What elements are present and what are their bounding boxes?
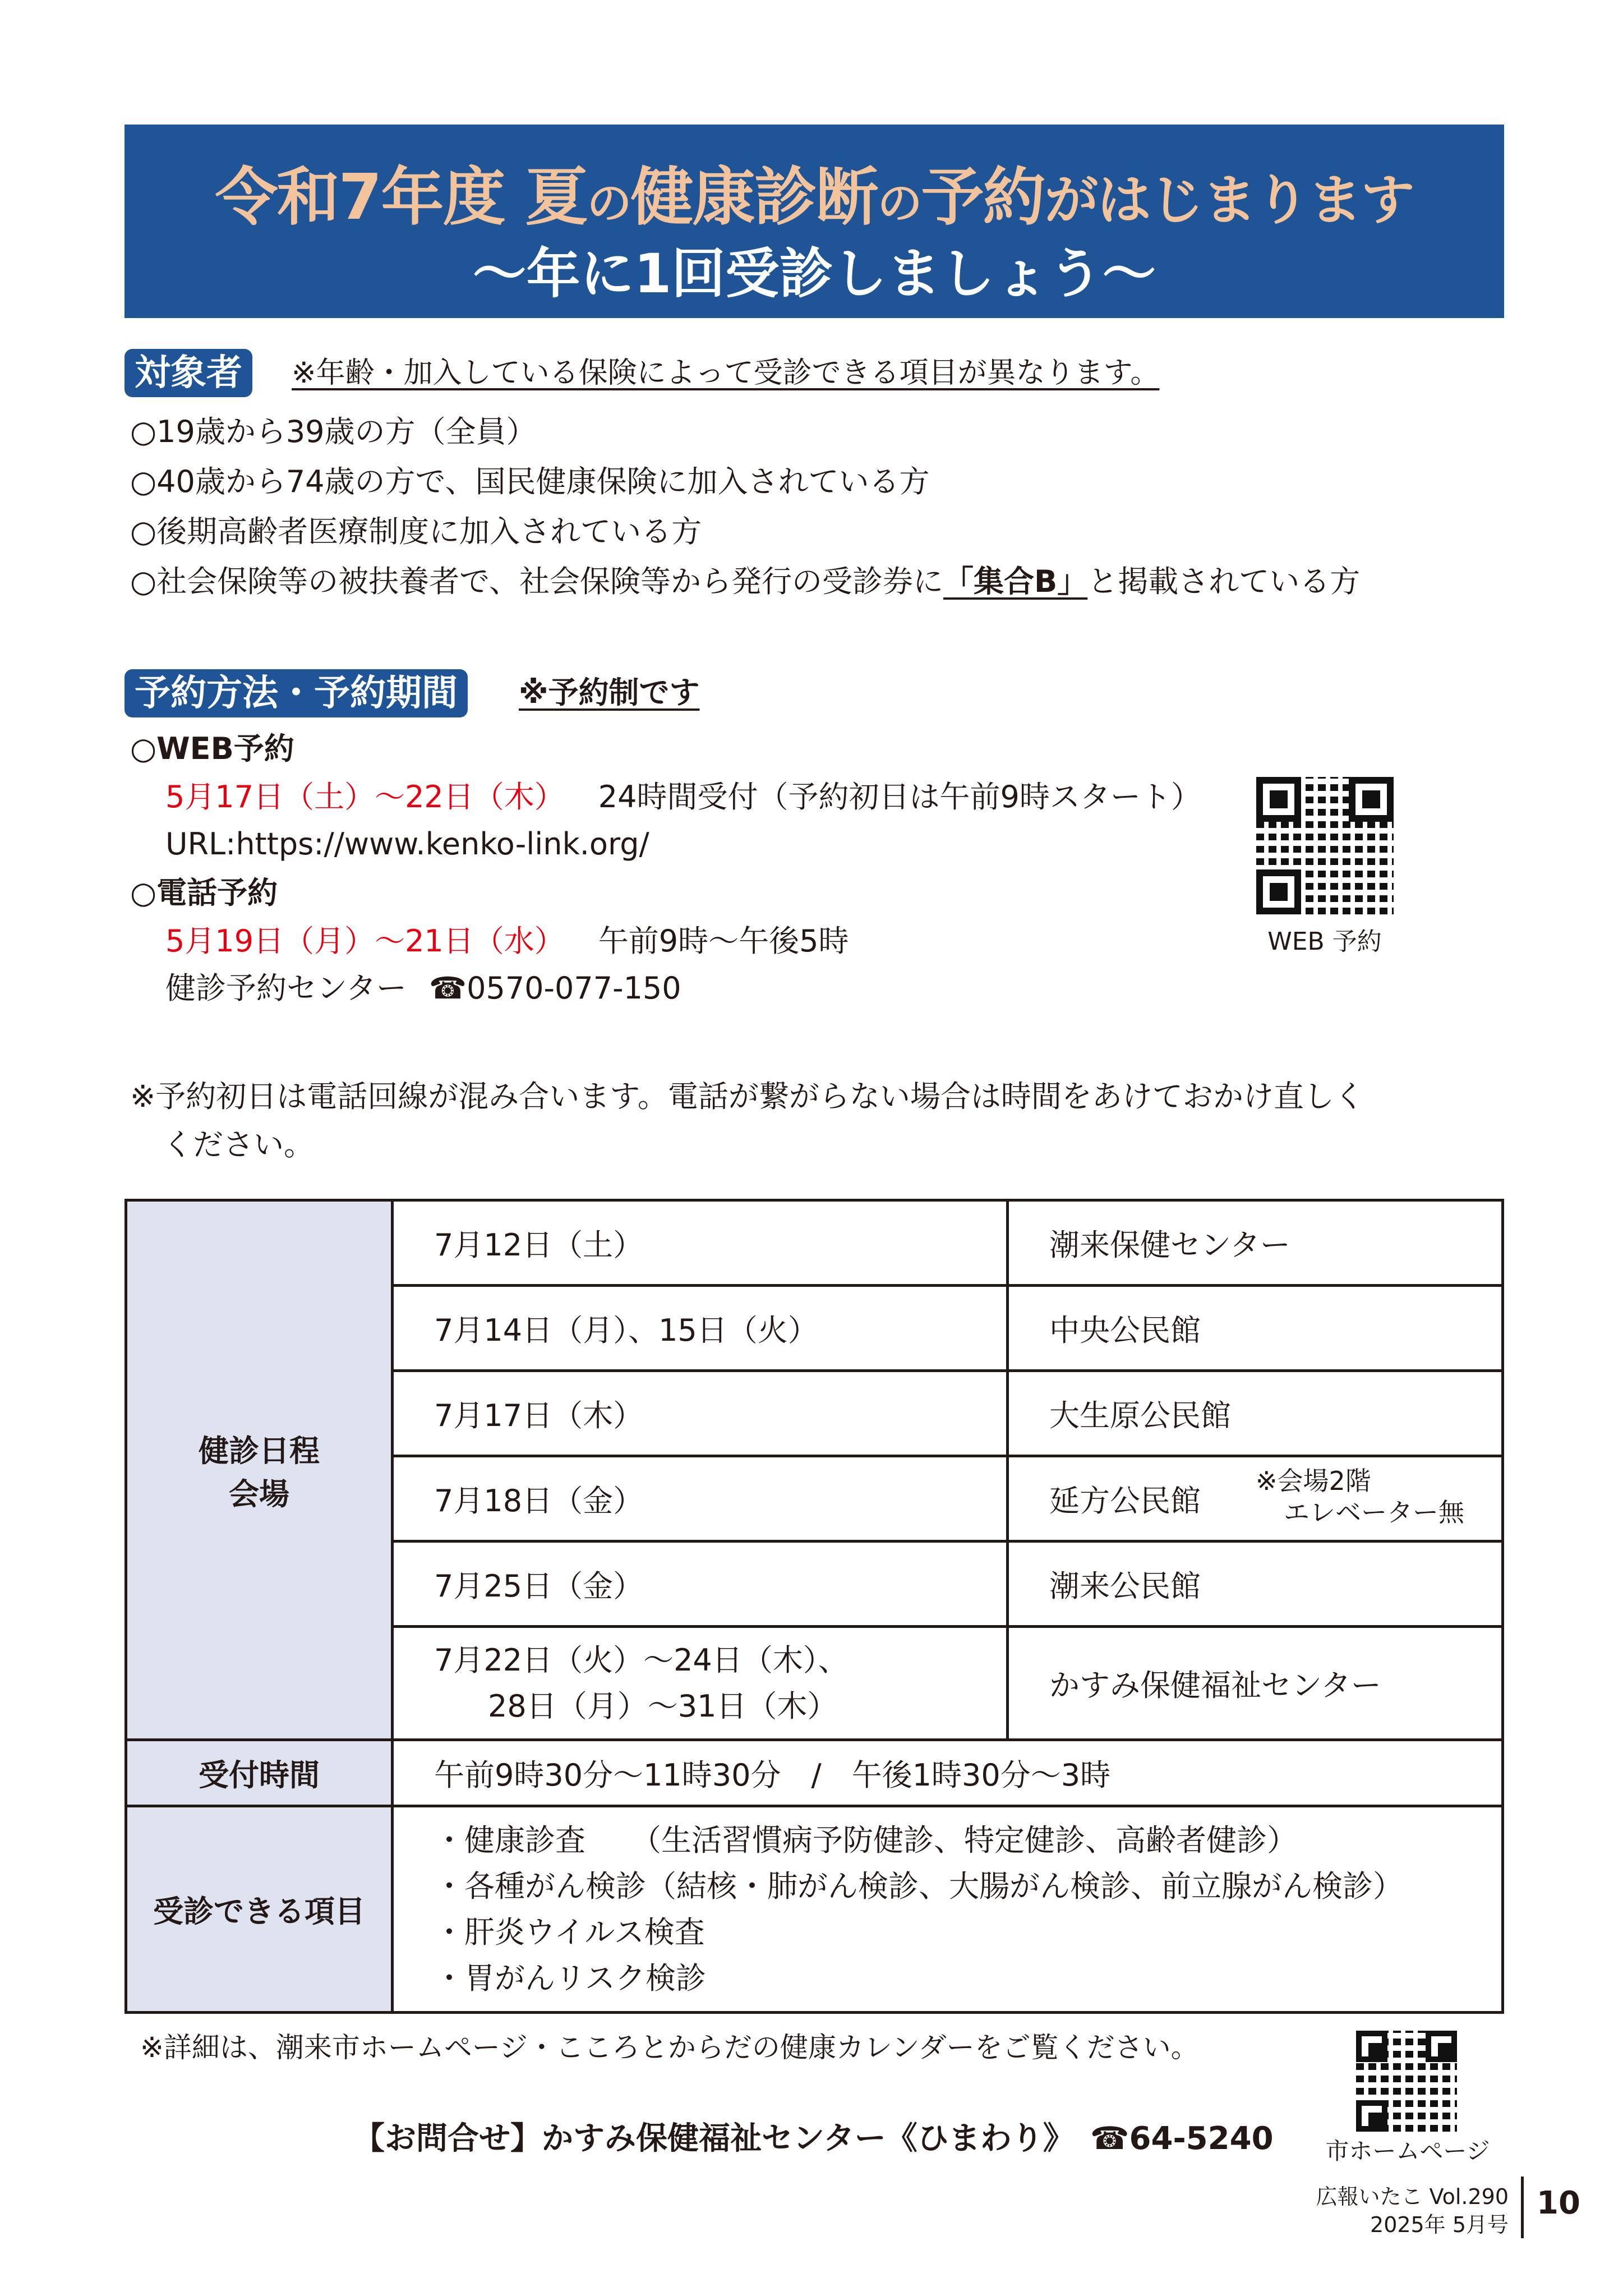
city-qr-caption: 市ホームページ <box>1325 2137 1490 2165</box>
reservation-badge: 予約方法・予約期間 <box>125 669 468 717</box>
schedule-venue: 大生原公民館 <box>1008 1371 1503 1456</box>
schedule-venue: 延方公民館 <box>1049 1483 1201 1519</box>
list-item: ・胃がんリスク検診 <box>434 1960 706 1996</box>
footer-divider <box>1521 2177 1524 2238</box>
list-item: ・各種がん検診（結核・肺がん検診、大腸がん検診、前立腺がん検診） <box>434 1868 1403 1904</box>
page-title: 令和7年度 夏の健康診断の予約がはじまります <box>215 161 1414 234</box>
venue-note-line2: エレベーター無 <box>1284 1497 1464 1527</box>
schedule-date: 7月17日（木） <box>393 1371 1008 1456</box>
target-note: ※年齢・加入している保険によって受診できる項目が異なります。 <box>292 356 1160 390</box>
phone-hours: 午前9時～午後5時 <box>598 923 849 959</box>
phone-center: 健診予約センター ☎0570-077-150 <box>165 970 681 1006</box>
phone-number[interactable]: ☎0570-077-150 <box>428 970 681 1006</box>
phone-period: 5月19日（月）～21日（水） <box>165 923 565 959</box>
schedule-venue: かすみ保健福祉センター <box>1008 1627 1503 1740</box>
header-banner <box>125 125 1504 318</box>
page-subtitle: ～年に1回受診しましょう～ <box>472 242 1156 305</box>
phone-reservation-label: ○電話予約 <box>130 875 278 910</box>
list-item: ・肝炎ウイルス検査 <box>434 1914 705 1950</box>
table-row <box>126 1740 1503 1806</box>
contact-info: 【お問合せ】かすみ保健福祉センター《ひまわり》 ☎64-5240 <box>353 2120 1274 2157</box>
target-list <box>130 412 1360 601</box>
page-number: 10 <box>1537 2185 1580 2221</box>
details-note: ※詳細は、潮来市ホームページ・こころとからだの健康カレンダーをご覧ください。 <box>140 2031 1199 2064</box>
schedule-date: 7月18日（金） <box>393 1456 1008 1542</box>
web-url-link[interactable]: URL:https://www.kenko-link.org/ <box>165 826 649 862</box>
schedule-head-line1: 健診日程 <box>199 1433 320 1469</box>
city-homepage-qr-code-icon[interactable] <box>1356 2031 1457 2132</box>
schedule-table <box>125 1199 1504 2014</box>
reception-head: 受付時間 <box>126 1740 393 1806</box>
publication-name: 広報いたこ Vol.290 <box>1316 2184 1509 2209</box>
web-hours: 24時間受付（予約初日は午前9時スタート） <box>598 779 1201 815</box>
web-qr-caption: WEB 予約 <box>1267 927 1382 956</box>
caution-note-line2: ください。 <box>163 1127 314 1162</box>
web-period: 5月17日（土）～22日（木） <box>165 779 565 815</box>
schedule-venue: 中央公民館 <box>1008 1286 1503 1371</box>
phone-reservation-period <box>165 922 849 961</box>
schedule-head-line2: 会場 <box>229 1476 289 1512</box>
list-item: ○19歳から39歳の方（全員） <box>130 414 537 449</box>
list-item: ・健康診査 （生活習慣病予防健診、特定健診、高齢者健診） <box>434 1822 1297 1858</box>
list-item: ○社会保険等の被扶養者で、社会保険等から発行の受診券に「集合B」と掲載されている方 <box>130 564 1361 599</box>
schedule-date: 7月14日（月）、15日（火） <box>393 1286 1008 1371</box>
schedule-date: 7月12日（土） <box>393 1200 1008 1286</box>
schedule-venue-cell <box>1008 1456 1503 1542</box>
schedule-date: 7月25日（金） <box>393 1542 1008 1627</box>
table-row <box>126 1806 1503 2013</box>
reservation-note: ※予約制です <box>519 675 700 710</box>
items-head: 受診できる項目 <box>126 1806 393 2013</box>
publication-issue: 2025年 5月号 <box>1370 2212 1509 2237</box>
target-badge: 対象者 <box>125 349 252 397</box>
reception-value: 午前9時30分～11時30分 / 午後1時30分～3時 <box>393 1740 1503 1806</box>
list-item: ○40歳から74歳の方で、国民健康保険に加入されている方 <box>130 464 930 499</box>
list-item: ○後期高齢者医療制度に加入されている方 <box>130 514 702 549</box>
schedule-date-line1: 7月22日（火）～24日（木）、 <box>434 1642 849 1678</box>
schedule-date <box>393 1627 1008 1740</box>
web-qr-code-icon[interactable] <box>1256 777 1394 914</box>
schedule-venue: 潮来公民館 <box>1008 1542 1503 1627</box>
caution-note-line1: ※予約初日は電話回線が混み合います。電話が繋がらない場合は時間をあけておかけ直しく <box>130 1079 1364 1114</box>
schedule-venue: 潮来保健センター <box>1008 1200 1503 1286</box>
web-reservation-label: ○WEB予約 <box>130 731 294 766</box>
web-reservation-period <box>165 777 1201 817</box>
table-row <box>126 1200 1503 1286</box>
schedule-head-cell <box>126 1200 393 1740</box>
venue-note <box>1256 1465 1464 1528</box>
schedule-date-line2: 28日（月）～31日（木） <box>488 1688 838 1724</box>
venue-note-line1: ※会場2階 <box>1256 1466 1371 1496</box>
items-cell <box>393 1806 1503 2013</box>
